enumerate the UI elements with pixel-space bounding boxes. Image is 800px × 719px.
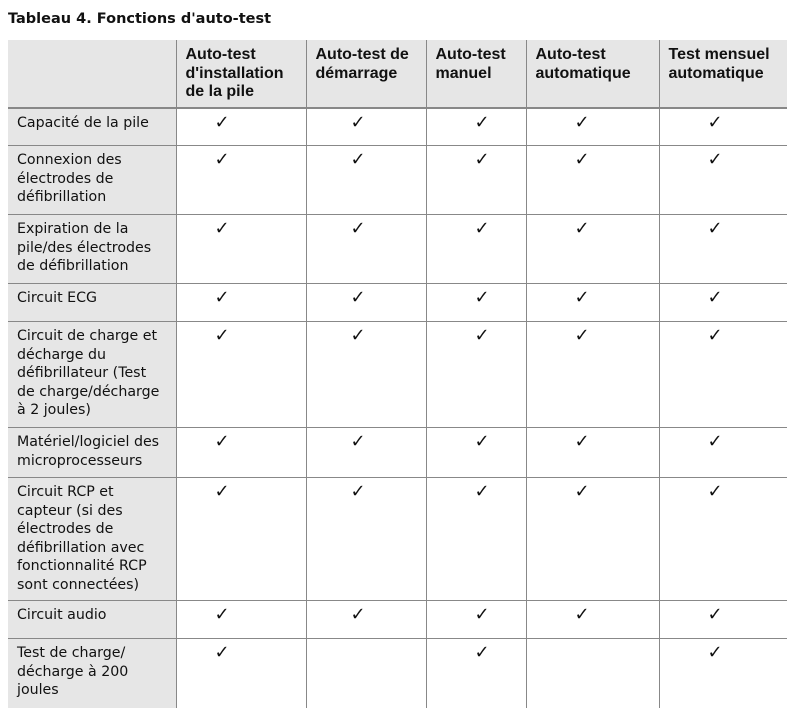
row-label: Circuit de charge et décharge du défibrillateur (Test de charge/décharge à 2 joules) [8,322,176,428]
check-mark-icon: ✓ [176,215,306,284]
check-mark-icon: ✓ [659,284,787,322]
check-mark-icon: ✓ [426,428,526,478]
check-mark-icon: ✓ [526,601,659,639]
check-mark-icon: ✓ [426,639,526,708]
check-mark-icon: ✓ [306,108,426,146]
self-test-table [8,40,787,708]
header-cell-automatique: Auto-test automatique [526,40,659,108]
check-mark-icon: ✓ [659,322,787,428]
row-label: Matériel/logiciel des microprocesseurs [8,428,176,478]
header-cell-demarrage: Auto-test de démarrage [306,40,426,108]
row-label: Test de charge/ décharge à 200 joules [8,639,176,708]
check-mark-icon: ✓ [426,284,526,322]
check-mark-icon: ✓ [176,601,306,639]
check-mark-icon: ✓ [306,478,426,601]
table-row [8,428,787,478]
check-mark-icon: ✓ [526,284,659,322]
check-mark-icon: ✓ [176,322,306,428]
table-row [8,108,787,146]
table-row [8,322,787,428]
check-mark-icon: ✓ [659,108,787,146]
check-mark-icon: ✓ [176,478,306,601]
check-mark-icon: ✓ [659,478,787,601]
check-mark-icon: ✓ [426,601,526,639]
check-mark-icon: ✓ [426,322,526,428]
check-mark-icon: ✓ [526,108,659,146]
check-mark-icon: ✓ [659,601,787,639]
table-row [8,639,787,708]
check-mark-icon: ✓ [306,215,426,284]
check-mark-icon: ✓ [176,428,306,478]
check-mark-icon: ✓ [426,215,526,284]
header-cell-mensuel: Test mensuel automatique [659,40,787,108]
table-row [8,215,787,284]
check-mark-icon: ✓ [176,284,306,322]
row-label: Connexion des électrodes de défibrillation [8,146,176,215]
check-mark-icon: ✓ [306,601,426,639]
row-label: Circuit RCP et capteur (si des électrodes de défibrillation avec fonctionnalité RCP sont connectées) [8,478,176,601]
check-mark-icon: ✓ [306,428,426,478]
check-mark-icon: ✓ [659,639,787,708]
header-cell-empty [8,40,176,108]
check-mark-icon: ✓ [176,639,306,708]
check-mark-icon: ✓ [526,478,659,601]
check-mark-icon: ✓ [659,146,787,215]
check-mark-icon: ✓ [306,146,426,215]
check-mark-icon: ✓ [426,478,526,601]
row-label: Circuit ECG [8,284,176,322]
table-row [8,601,787,639]
empty-cell [306,639,426,708]
check-mark-icon: ✓ [526,215,659,284]
check-mark-icon: ✓ [426,146,526,215]
header-cell-manuel: Auto-test manuel [426,40,526,108]
check-mark-icon: ✓ [526,428,659,478]
check-mark-icon: ✓ [176,108,306,146]
check-mark-icon: ✓ [659,215,787,284]
check-mark-icon: ✓ [306,284,426,322]
check-mark-icon: ✓ [176,146,306,215]
table-row [8,146,787,215]
header-row [8,40,787,108]
row-label: Circuit audio [8,601,176,639]
row-label: Capacité de la pile [8,108,176,146]
table-caption: Tableau 4. Fonctions d'auto-test [8,11,272,27]
check-mark-icon: ✓ [426,108,526,146]
table-row [8,284,787,322]
header-cell-installation: Auto-test d'installation de la pile [176,40,306,108]
row-label: Expiration de la pile/des électrodes de défibrillation [8,215,176,284]
check-mark-icon: ✓ [526,146,659,215]
check-mark-icon: ✓ [306,322,426,428]
empty-cell [526,639,659,708]
table-row [8,478,787,601]
check-mark-icon: ✓ [659,428,787,478]
check-mark-icon: ✓ [526,322,659,428]
